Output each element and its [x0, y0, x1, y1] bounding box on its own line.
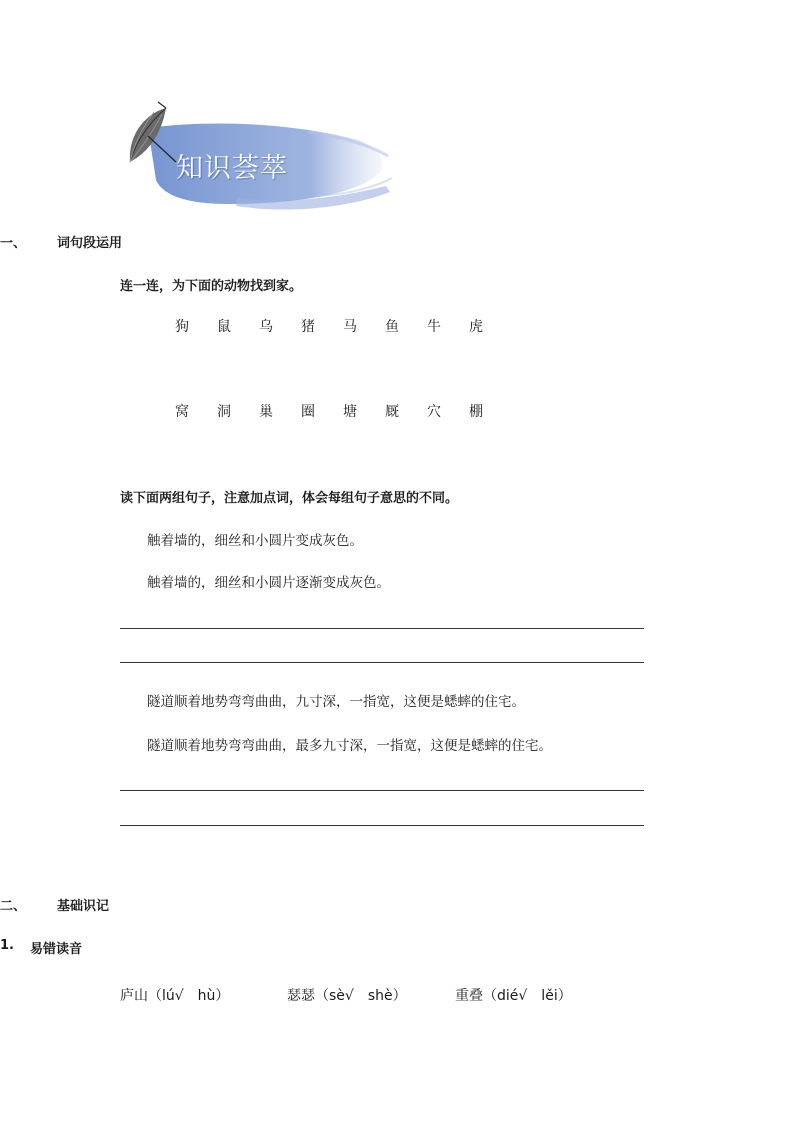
section-1-number: 一、	[0, 236, 27, 251]
page-title: 知识荟萃	[176, 153, 288, 184]
home-item[interactable]: 穴	[427, 404, 441, 420]
home-item[interactable]: 窝	[175, 404, 189, 420]
animal-item[interactable]: 马	[343, 319, 357, 335]
pinyin-item: 庐山（lú√ hù）	[120, 988, 230, 1004]
answer-line[interactable]	[120, 825, 644, 826]
animal-item[interactable]: 鱼	[385, 319, 399, 335]
animal-item[interactable]: 虎	[469, 319, 483, 335]
section-1-title: 词句段运用	[57, 236, 123, 251]
sentence-1b: 触着墙的，细丝和小圆片逐渐变成灰色。	[147, 575, 390, 591]
answer-line[interactable]	[120, 628, 644, 629]
home-item[interactable]: 厩	[385, 404, 399, 420]
answer-line[interactable]	[120, 790, 644, 791]
section-2-title: 基础识记	[57, 899, 110, 914]
q1-instruction: 连一连，为下面的动物找到家。	[120, 279, 303, 294]
animal-item[interactable]: 鼠	[217, 319, 231, 335]
answer-line[interactable]	[120, 662, 644, 663]
sentence-1a: 触着墙的，细丝和小圆片变成灰色。	[147, 533, 363, 549]
home-item[interactable]: 圈	[301, 404, 315, 420]
animal-item[interactable]: 狗	[175, 319, 189, 335]
home-item[interactable]: 塘	[343, 404, 357, 420]
home-item[interactable]: 棚	[469, 404, 483, 420]
section-2-number: 二、	[0, 899, 27, 914]
homes-row	[175, 401, 511, 421]
subsection-1-title: 易错读音	[30, 942, 83, 957]
home-item[interactable]: 洞	[217, 404, 231, 420]
animal-item[interactable]: 猪	[301, 319, 315, 335]
subsection-1-number: 1.	[0, 938, 14, 953]
pinyin-item: 重叠（dié√ lěi）	[455, 988, 572, 1004]
animals-row	[175, 316, 511, 336]
animal-item[interactable]: 乌	[259, 319, 273, 335]
sentence-2b: 隧道顺着地势弯弯曲曲，最多九寸深，一指宽，这便是蟋蟀的住宅。	[147, 738, 552, 754]
sentence-2a: 隧道顺着地势弯弯曲曲，九寸深，一指宽，这便是蟋蟀的住宅。	[147, 694, 525, 710]
home-item[interactable]: 巢	[259, 404, 273, 420]
q2-instruction: 读下面两组句子，注意加点词，体会每组句子意思的不同。	[120, 491, 459, 506]
pinyin-item: 瑟瑟（sè√ shè）	[287, 988, 407, 1004]
animal-item[interactable]: 牛	[427, 319, 441, 335]
